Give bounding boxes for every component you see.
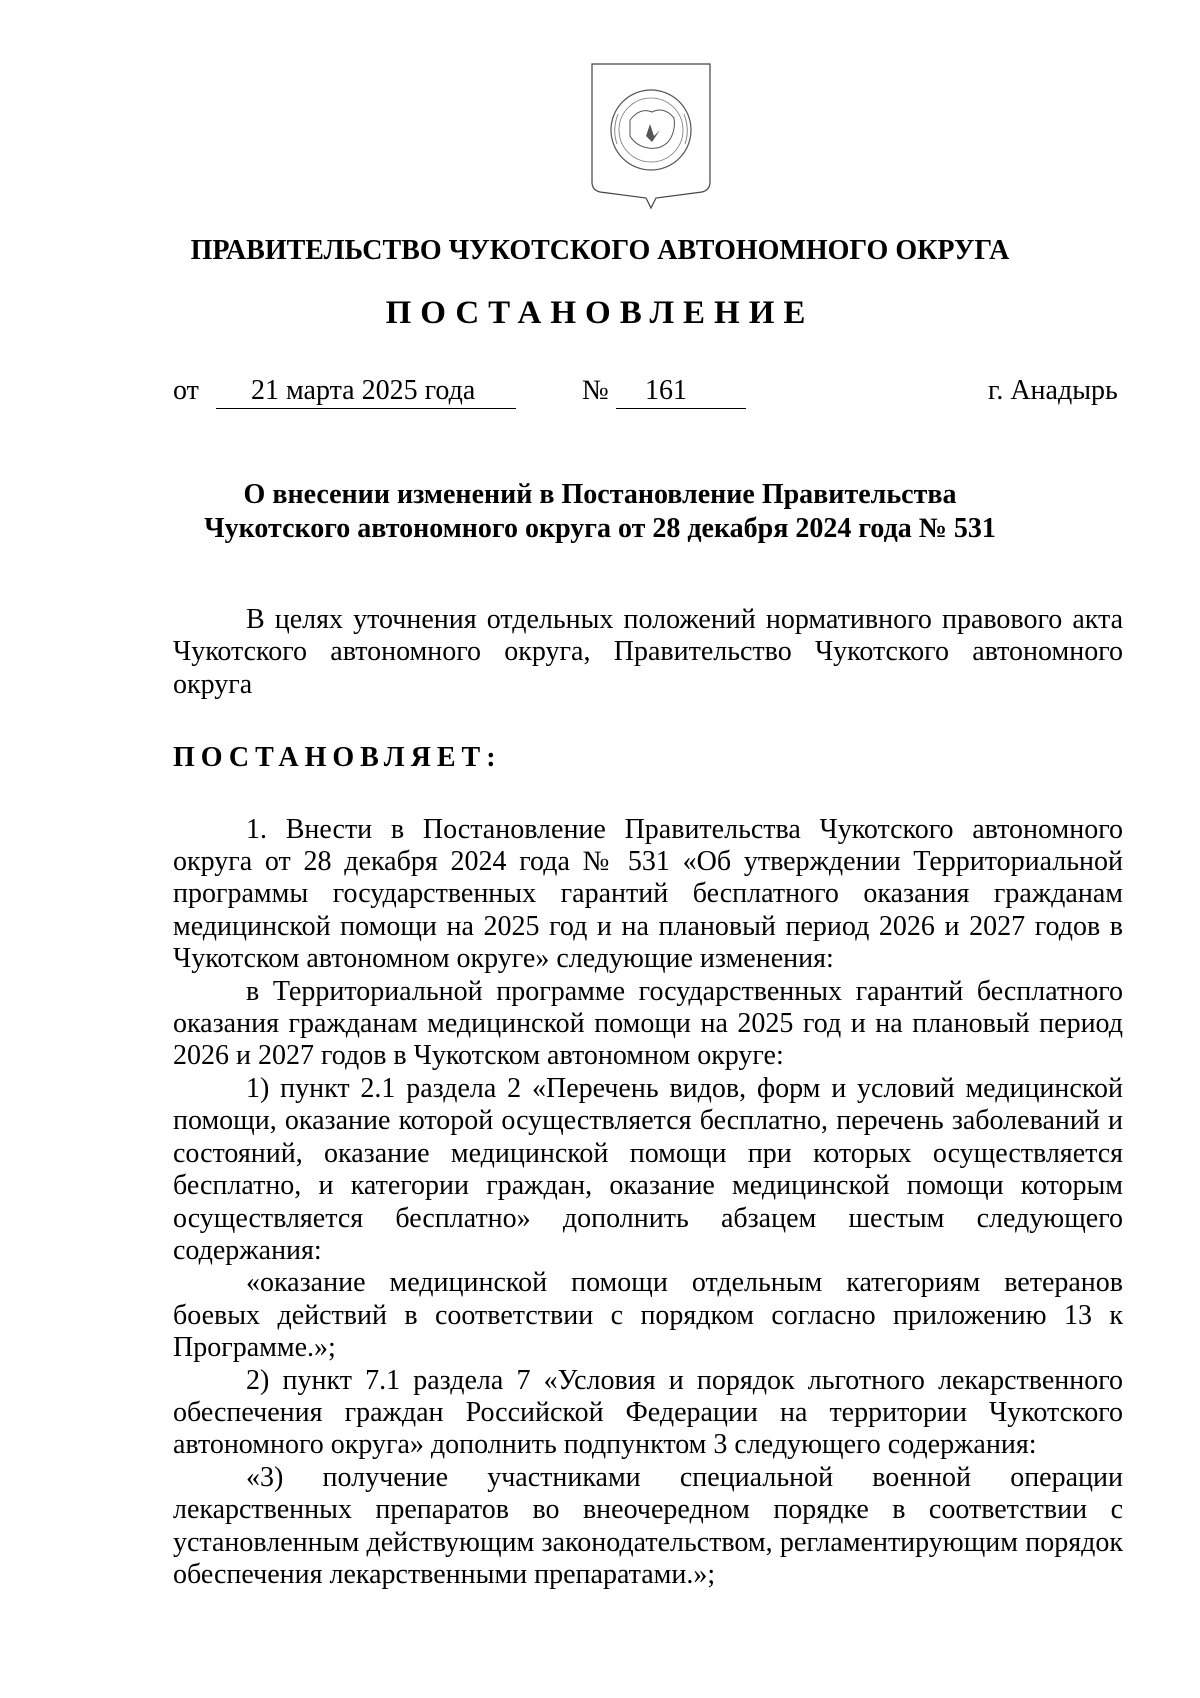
date-underline: [216, 408, 516, 409]
coat-of-arms-icon: [590, 62, 712, 212]
paragraph-subitem-1: 1) пункт 2.1 раздела 2 «Перечень видов, форм и условий медицинской помощи, оказание которой осуществляется бесплатно, перечень заболеваний и состояний, оказание медицинской помощи при которых осуществляется бесплатно, и категории граждан, оказание медицинской помощи которым осуществляется бесплатно» дополнить абзацем шестым следующего содержания:: [173, 1072, 1123, 1266]
document-body: [173, 604, 1123, 1591]
paragraph-subitem-2: 2) пункт 7.1 раздела 7 «Условия и порядок льготного лекарственного обеспечения граждан Российской Федерации на территории Чукотского автономного округа» дополнить подпунктом 3 следующего содержания:: [173, 1364, 1123, 1461]
number-underline: [616, 408, 746, 409]
document-type: ПОСТАНОВЛЕНИЕ: [385, 295, 815, 331]
title-line-2: Чукотского автономного округа от 28 декабря 2024 года № 531: [204, 513, 996, 544]
paragraph-program-changes: в Территориальной программе государственных гарантий бесплатного оказания гражданам медицинской помощи на 2025 год и на плановый период 2026 и 2027 годов в Чукотском автономном округе:: [173, 975, 1123, 1072]
organization-name: ПРАВИТЕЛЬСТВО ЧУКОТСКОГО АВТОНОМНОГО ОКРУГА: [190, 235, 1010, 266]
resolves-heading: ПОСТАНОВЛЯЕТ:: [173, 742, 502, 774]
document-number: 161: [645, 375, 687, 406]
paragraph-quote-2: «3) получение участниками специальной военной операции лекарственных препаратов во внеочередном порядке в соответствии с установленным действующим законодательством, регламентирующим порядок обеспечения лекарственными препаратами.»;: [173, 1461, 1123, 1590]
document-title: [100, 478, 1100, 546]
date-prefix: от: [173, 375, 199, 406]
paragraph-item-1: 1. Внести в Постановление Правительства Чукотского автономного округа от 28 декабря 2024 года № 531 «Об утверждении Территориальной программы государственных гарантий бесплатного оказания гражданам медицинской помощи на 2025 год и на плановый период 2026 и 2027 годов в Чукотском автономном округе» следующие изменения:: [173, 813, 1123, 975]
preamble: В целях уточнения отдельных положений нормативного правового акта Чукотского автономного округа, Правительство Чукотского автономного округа: [173, 604, 1123, 700]
number-prefix: №: [582, 375, 609, 406]
document-date: 21 марта 2025 года: [251, 375, 476, 406]
paragraph-quote-1: «оказание медицинской помощи отдельным категориям ветеранов боевых действий в соответствии с порядком согласно приложению 13 к Программе.»;: [173, 1267, 1123, 1364]
title-line-1: О внесении изменений в Постановление Правительства: [243, 479, 957, 510]
city: г. Анадырь: [988, 375, 1118, 406]
